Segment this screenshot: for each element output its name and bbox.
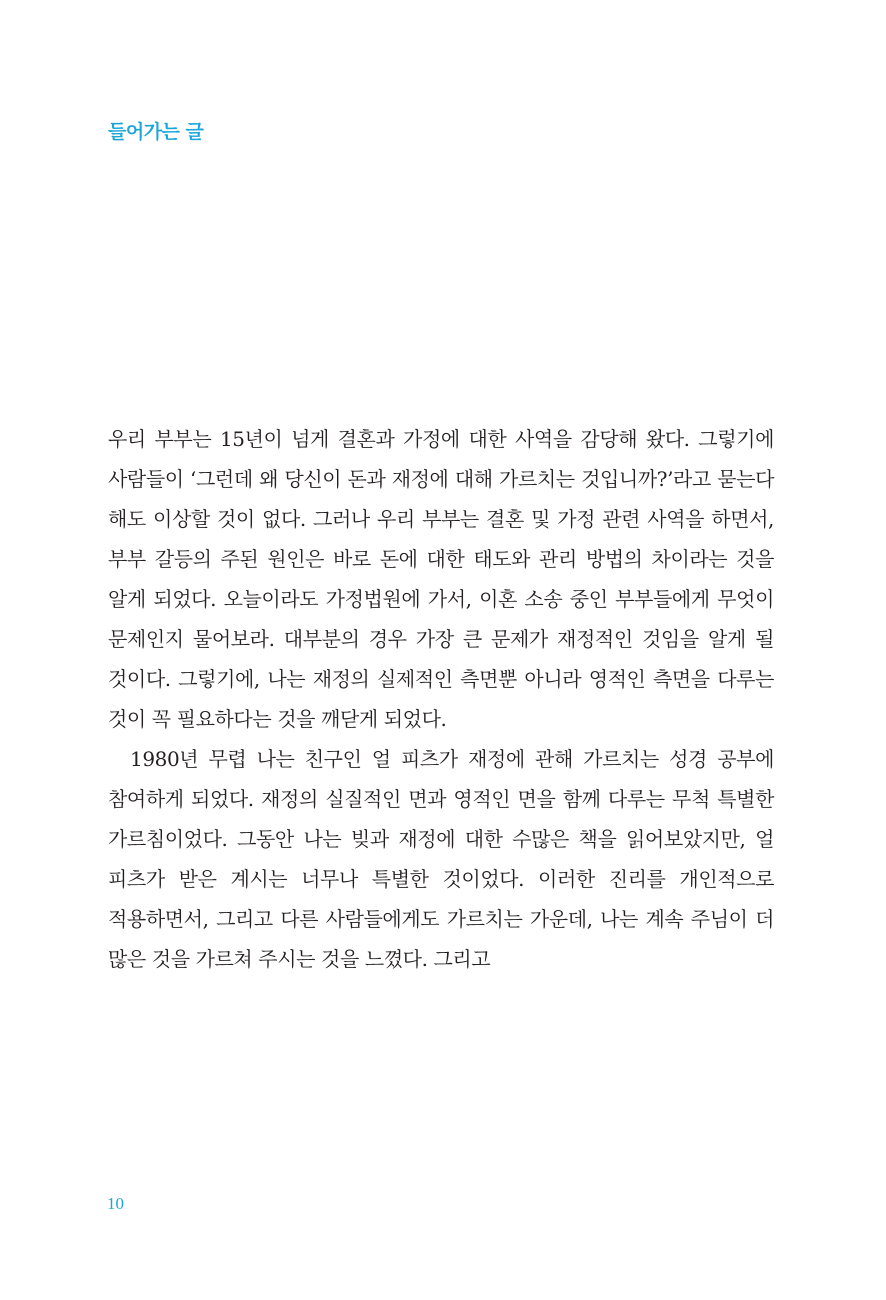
body-text: [108, 419, 774, 979]
page-number: 10: [107, 1194, 124, 1213]
paragraph-2: 1980년 무렵 나는 친구인 얼 피츠가 재정에 관해 가르치는 성경 공부에 참여하게 되었다. 재정의 실질적인 면과 영적인 면을 함께 다루는 무척 특별한 가르침이었다. 그동안 나는 빚과 재정에 대한 수많은 책을 읽어보았지만, 얼 피츠가 받은 계시는 너무나 특별한 것이었다. 이러한 진리를 개인적으로 적용하면서, 그리고 다른 사람들에게도 가르치는 가운데, 나는 계속 주님이 더 많은 것을 가르쳐 주시는 것을 느꼈다. 그리고: [108, 747, 774, 971]
section-title: 들어가는 글: [108, 121, 204, 143]
paragraph-1: 우리 부부는 15년이 넘게 결혼과 가정에 대한 사역을 감당해 왔다. 그렇기에 사람들이 ‘그런데 왜 당신이 돈과 재정에 대해 가르치는 것입니까?’라고 묻는다 해도 이상할 것이 없다. 그러나 우리 부부는 결혼 및 가정 관련 사역을 하면서, 부부 갈등의 주된 원인은 바로 돈에 대한 태도와 관리 방법의 차이라는 것을 알게 되었다. 오늘이라도 가정법원에 가서, 이혼 소송 중인 부부들에게 무엇이 문제인지 물어보라. 대부분의 경우 가장 큰 문제가 재정적인 것임을 알게 될 것이다. 그렇기에, 나는 재정의 실제적인 측면뿐 아니라 영적인 측면을 다루는 것이 꼭 필요하다는 것을 깨닫게 되었다.: [108, 427, 774, 731]
